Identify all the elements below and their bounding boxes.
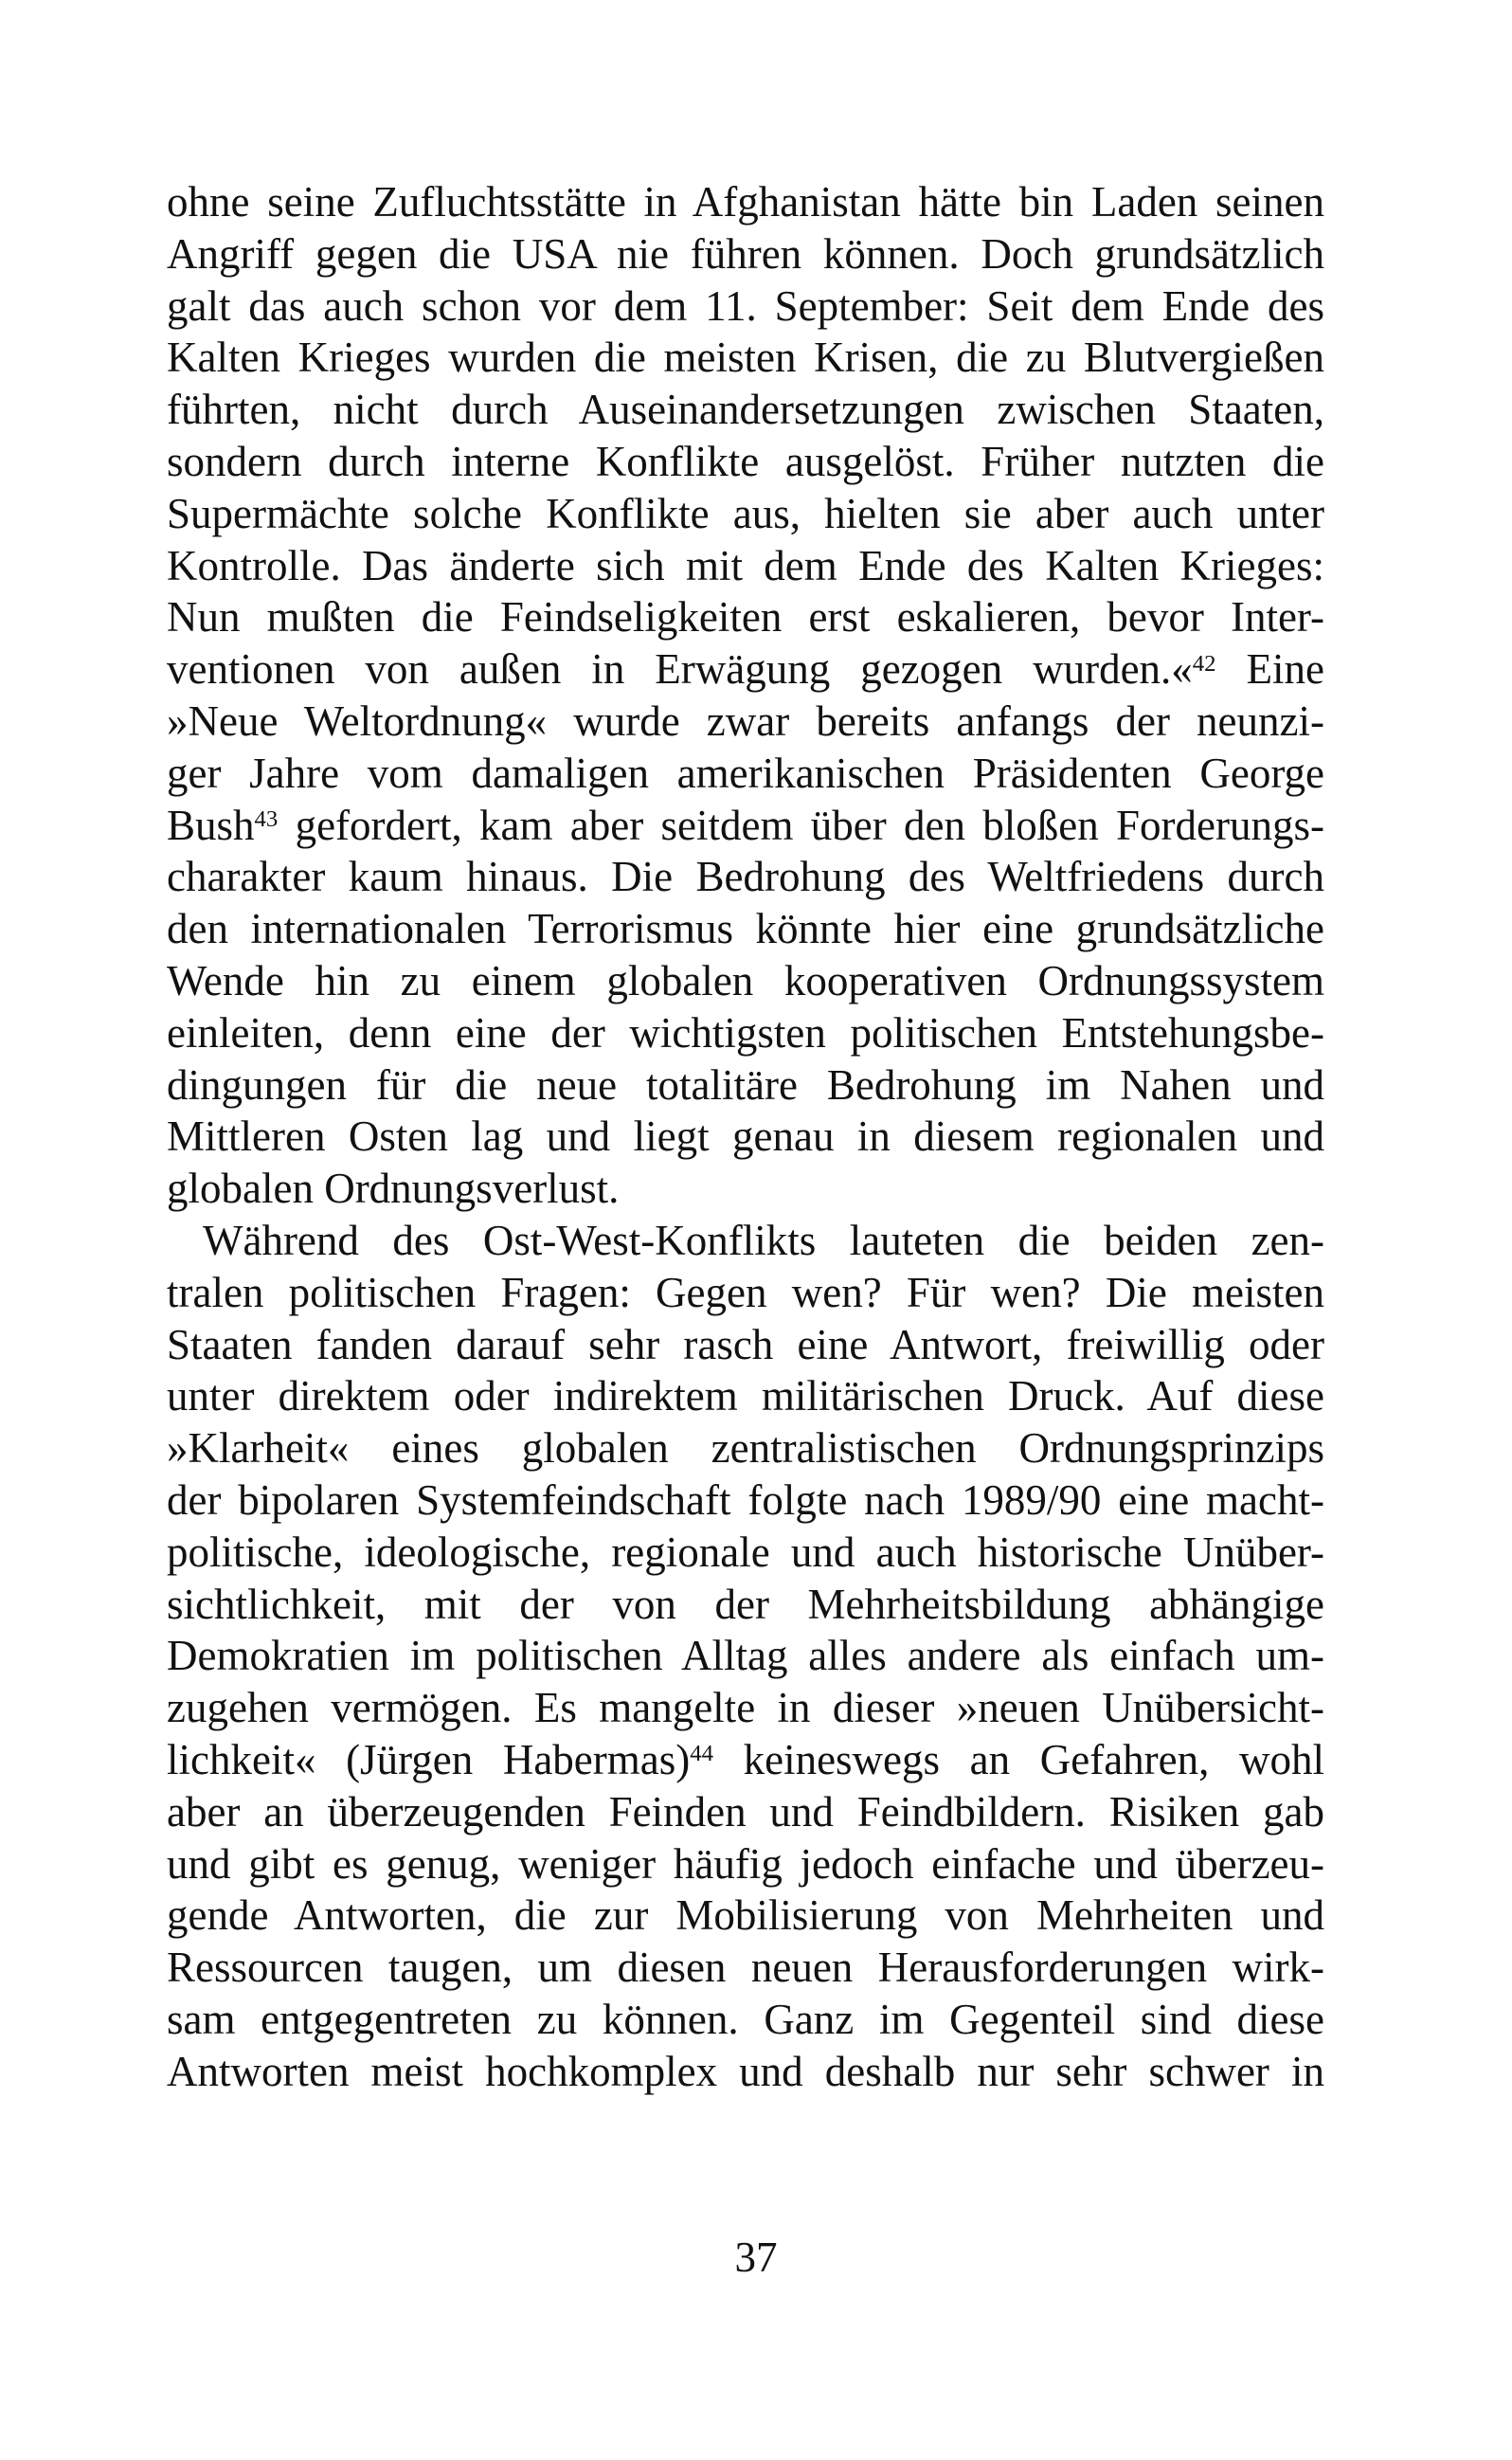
text-line: der bipolaren Systemfeindschaft folgte nach 1989/90 eine macht- — [167, 1475, 1324, 1524]
text-line: sam entgegentreten zu können. Ganz im Gegenteil sind diese — [167, 1995, 1324, 2043]
text-line: Demokratien im politischen Alltag alles andere als einfach um- — [167, 1632, 1324, 1680]
text-line: einleiten, denn eine der wichtigsten politischen Entstehungsbe- — [167, 1008, 1324, 1057]
text-line: Angriff gegen die USA nie führen können. Doch grundsätzlich — [167, 229, 1324, 278]
text-line: »Neue Weltordnung« wurde zwar bereits anfangs der neunzi- — [167, 696, 1324, 745]
text-line: Ressourcen taugen, um diesen neuen Herausforderungen wirk- — [167, 1944, 1324, 1992]
text-line: Antworten meist hochkomplex und deshalb nur sehr schwer in — [167, 2047, 1324, 2095]
text-line: tralen politischen Fragen: Gegen wen? Für wen? Die meisten — [167, 1268, 1324, 1316]
text-line: »Klarheit« eines globalen zentralistischen Ordnungsprinzips — [167, 1424, 1324, 1473]
text-line: gende Antworten, die zur Mobilisierung von Mehrheiten und — [167, 1891, 1324, 1940]
text-segment: ventionen von außen in Erwägung gezogen wurden.« — [167, 645, 1193, 694]
text-line: Nun mußten die Feindseligkeiten erst eskalieren, bevor Inter- — [167, 593, 1324, 642]
text-line: unter direktem oder indirektem militärischen Druck. Auf diese — [167, 1372, 1324, 1420]
text-line: führten, nicht durch Auseinandersetzungen zwischen Staaten, — [167, 386, 1324, 434]
text-line: und gibt es genug, weniger häufig jedoch einfache und überzeu- — [167, 1839, 1324, 1888]
text-line: ohne seine Zufluchtsstätte in Afghanistan hätte bin Laden seinen — [167, 178, 1324, 226]
text-line — [167, 643, 1324, 696]
text-line: globalen Ordnungsverlust. — [167, 1165, 620, 1213]
text-line: Mittleren Osten lag und liegt genau in diesem regionalen und — [167, 1112, 1324, 1161]
text-line: politische, ideologische, regionale und auch historische Unüber- — [167, 1528, 1324, 1576]
footnote-ref-44: 44 — [690, 1741, 713, 1767]
text-line: galt das auch schon vor dem 11. September: Seit dem Ende des — [167, 281, 1324, 330]
text-line: Supermächte solche Konflikte aus, hielten sie aber auch unter — [167, 489, 1324, 537]
text-segment: keineswegs an Gefahren, wohl — [712, 1735, 1324, 1783]
text-line — [167, 1734, 1324, 1786]
paragraph-2 — [167, 1215, 1324, 2098]
page-number: 37 — [734, 2234, 778, 2281]
text-line — [167, 800, 1324, 852]
text-line: charakter kaum hinaus. Die Bedrohung des Weltfriedens durch — [167, 853, 1324, 901]
paragraph-1 — [167, 176, 1324, 1215]
text-line: Wende hin zu einem globalen kooperativen Ordnungssystem — [167, 956, 1324, 1004]
text-line: sondern durch interne Konflikte ausgelöst. Früher nutzten die — [167, 437, 1324, 485]
text-segment: Bush — [167, 801, 255, 849]
text-line: aber an überzeugenden Feinden und Feindbildern. Risiken gab — [167, 1787, 1324, 1836]
text-segment: lichkeit« (Jürgen Habermas) — [167, 1735, 691, 1783]
text-line: sichtlichkeit, mit der von der Mehrheitsbildung abhängige — [167, 1580, 1324, 1628]
footnote-ref-43: 43 — [254, 805, 279, 832]
text-line: Während des Ost-West-Konflikts lauteten die beiden zen- — [203, 1216, 1324, 1264]
text-segment: Eine — [1215, 645, 1324, 694]
footnote-ref-42: 42 — [1192, 650, 1216, 677]
text-line: dingungen für die neue totalitäre Bedrohung im Nahen und — [167, 1060, 1324, 1109]
text-line: Kontrolle. Das änderte sich mit dem Ende des Kalten Krieges: — [167, 541, 1324, 589]
text-line: Staaten fanden darauf sehr rasch eine Antwort, freiwillig oder — [167, 1320, 1324, 1368]
text-line: Kalten Krieges wurden die meisten Krisen, die zu Blutvergießen — [167, 334, 1324, 382]
body-text — [167, 176, 1324, 2097]
text-line: zugehen vermögen. Es mangelte in dieser »neuen Unübersicht- — [167, 1684, 1324, 1732]
text-segment: gefordert, kam aber seitdem über den bloßen Forderungs- — [278, 801, 1324, 849]
text-line: den internationalen Terrorismus könnte hier eine grundsätzliche — [167, 905, 1324, 953]
text-line: ger Jahre vom damaligen amerikanischen Präsidenten George — [167, 749, 1324, 797]
